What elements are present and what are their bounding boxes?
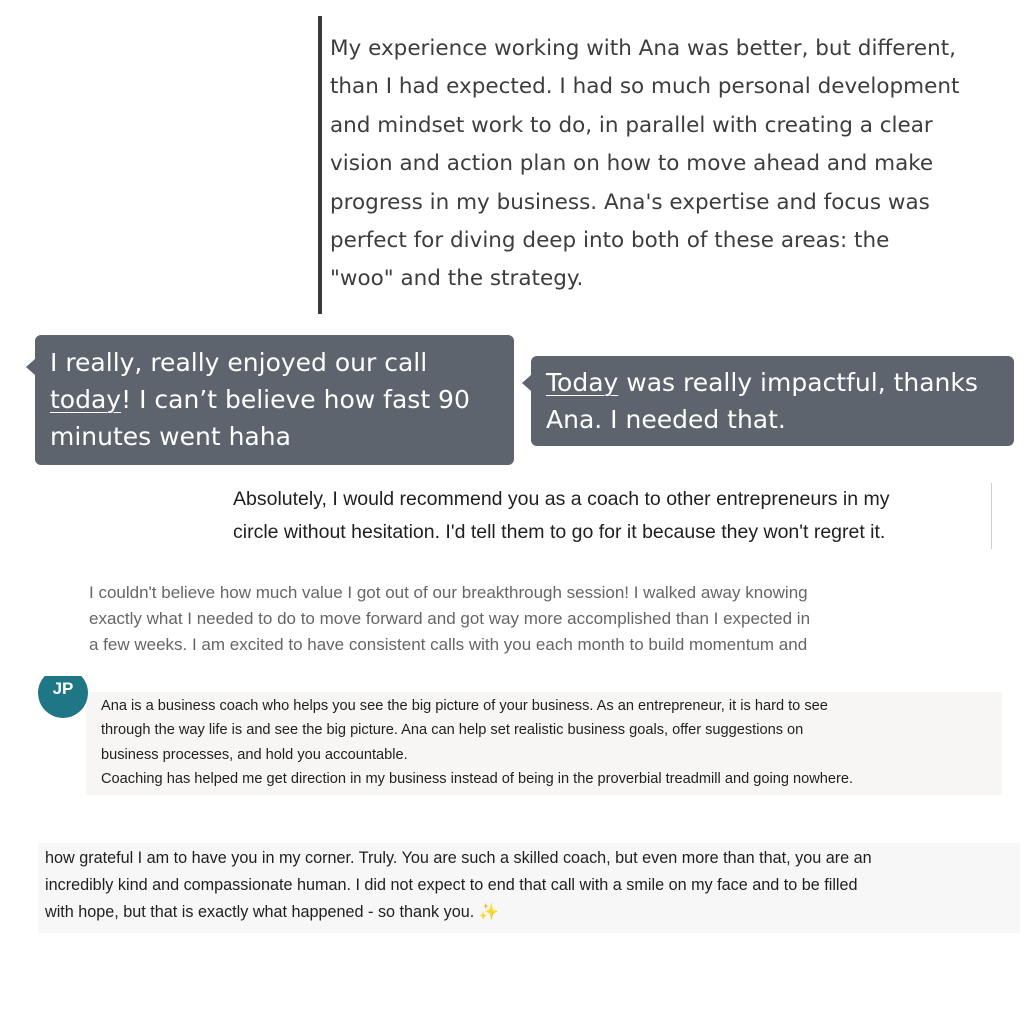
testimonial-quote-4 [226,483,992,549]
quote-line: vision and action plan on how to move ahead and make [330,151,934,177]
testimonial-comment-6 [86,692,1002,795]
message-line: how grateful I am to have you in my corner. Truly. You are such a skilled coach, but even more than that, you are an [45,849,872,867]
message-text: with hope, but that is exactly what happened - so thank you. [45,903,475,922]
quote-line: a few weeks. I am excited to have consistent calls with you each month to build momentum and [89,634,808,654]
bubble-line [546,364,998,401]
comment-line: through the way life is and see the big picture. Ana can help set realistic business goals, offer suggestions on [101,722,804,739]
quote-line: Absolutely, I would recommend you as a coach to other entrepreneurs in my [233,488,890,510]
testimonial-quote-1 [318,16,1008,314]
bubble-text: ! I can’t believe how fast 90 [121,385,470,414]
chat-bubble-1 [35,335,514,465]
bubble-tail [522,375,531,391]
bubble-line: minutes went haha [50,422,291,451]
quote-line: than I had expected. I had so much personal development [330,74,960,100]
quote-line: My experience working with Ana was better, but different, [330,36,956,61]
testimonial-message-7 [38,843,1020,933]
bubble-line: I really, really enjoyed our call [50,348,428,377]
bubble-text: was really impactful, thanks [618,368,978,397]
comment-line: Coaching has helped me get direction in my business instead of being in the proverbial treadmill and going nowhere. [101,770,854,787]
testimonial-quote-5 [82,580,952,660]
quote-line: perfect for diving deep into both of these areas: the [330,228,890,254]
avatar [38,676,88,718]
bubble-line: Ana. I needed that. [546,405,786,434]
quote-line: progress in my business. Ana's expertise and focus was [330,189,930,215]
quote-line: I couldn't believe how much value I got out of our breakthrough session! I walked away knowing [89,583,808,602]
today-link[interactable]: today [50,385,122,414]
quote-line: "woo" and the strategy. [330,266,584,292]
sparkles-icon: ✨ [478,903,499,922]
today-link[interactable]: Today [546,368,619,397]
message-line: incredibly kind and compassionate human. I did not expect to end that call with a smile on my face and to be filled [45,876,858,895]
quote-line: exactly what I needed to do to move forward and got way more accomplished than I expected in [89,608,811,628]
message-line [45,899,1020,926]
bubble-tail [26,359,35,375]
avatar-initials: JP [38,676,88,718]
comment-line: Ana is a business coach who helps you see the big picture of your business. As an entrepreneur, it is hard to see [101,698,828,714]
bubble-line [50,381,498,418]
chat-bubble-2 [531,356,1014,446]
comment-line: business processes, and hold you accountable. [101,746,408,763]
quote-line: and mindset work to do, in parallel with creating a clear [330,112,933,138]
quote-line: circle without hesitation. I'd tell them to go for it because they won't regret it. [233,520,886,543]
